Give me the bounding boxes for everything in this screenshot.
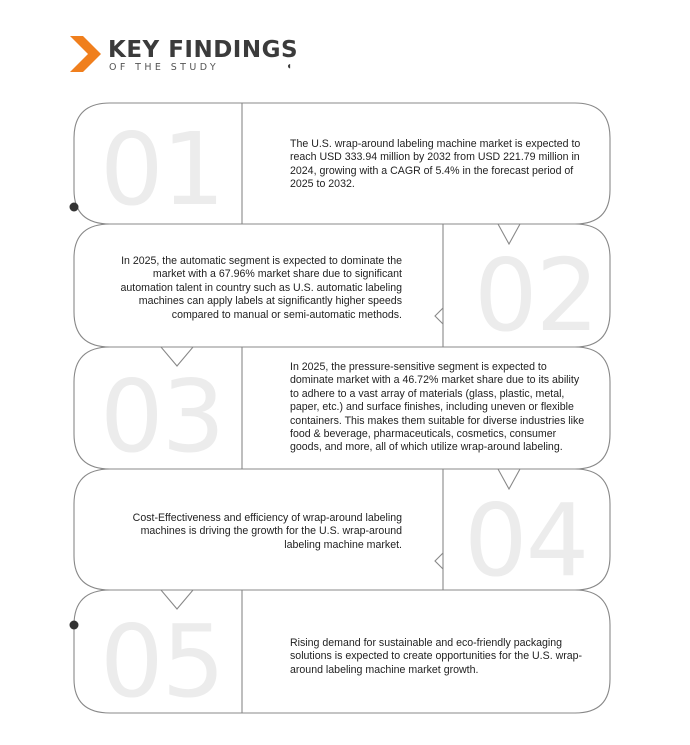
divider-4-chevron	[435, 553, 443, 569]
finding-number-05: 05	[100, 603, 224, 720]
page-title: KEY FINDINGS	[108, 37, 299, 63]
start-dot	[70, 203, 79, 212]
finding-text-04: Cost-Effectiveness and efficiency of wrap-around labeling machines is driving the growth for the U.S. wrap-around labeling machine market.	[132, 512, 402, 551]
finding-text-03: In 2025, the pressure-sensitive segment is expected to dominate market with a 46.72% market share due to its ability to adhere to a vast array of materials (glass, plastic, metal, paper, etc.) and surface finishes, including uneven or flexible containers. This makes them suitable for diverse industries like food & beverage, pharmaceuticals, cosmetics, consumer goods, and more, all of which utilize wrap-around labeling.	[290, 361, 585, 454]
finding-text-01: The U.S. wrap-around labeling machine market is expected to reach USD 333.94 million by 2032 from USD 221.79 million in 2024, growing with a CAGR of 5.4% in the forecast period of 2025 to 2032.	[290, 138, 581, 191]
page-subtitle: OF THE STUDY	[109, 62, 220, 73]
divider-2-chevron	[435, 308, 443, 324]
subtitle-ornament: ◖	[286, 61, 293, 72]
finding-text-02: In 2025, the automatic segment is expected to dominate the market with a 67.96% market share due to significant automation talent in country such as U.S. automatic labeling machines can apply labels at significantly higher speeds compared to manual or semi-automatic methods.	[120, 255, 402, 321]
finding-number-03: 03	[100, 358, 224, 475]
finding-number-01: 01	[100, 111, 224, 228]
finding-number-02: 02	[474, 237, 598, 354]
end-dot	[70, 621, 79, 630]
finding-number-04: 04	[464, 482, 588, 599]
finding-text-05: Rising demand for sustainable and eco-friendly packaging solutions is expected to create opportunities for the U.S. wrap-around labeling machine market growth.	[290, 637, 583, 676]
